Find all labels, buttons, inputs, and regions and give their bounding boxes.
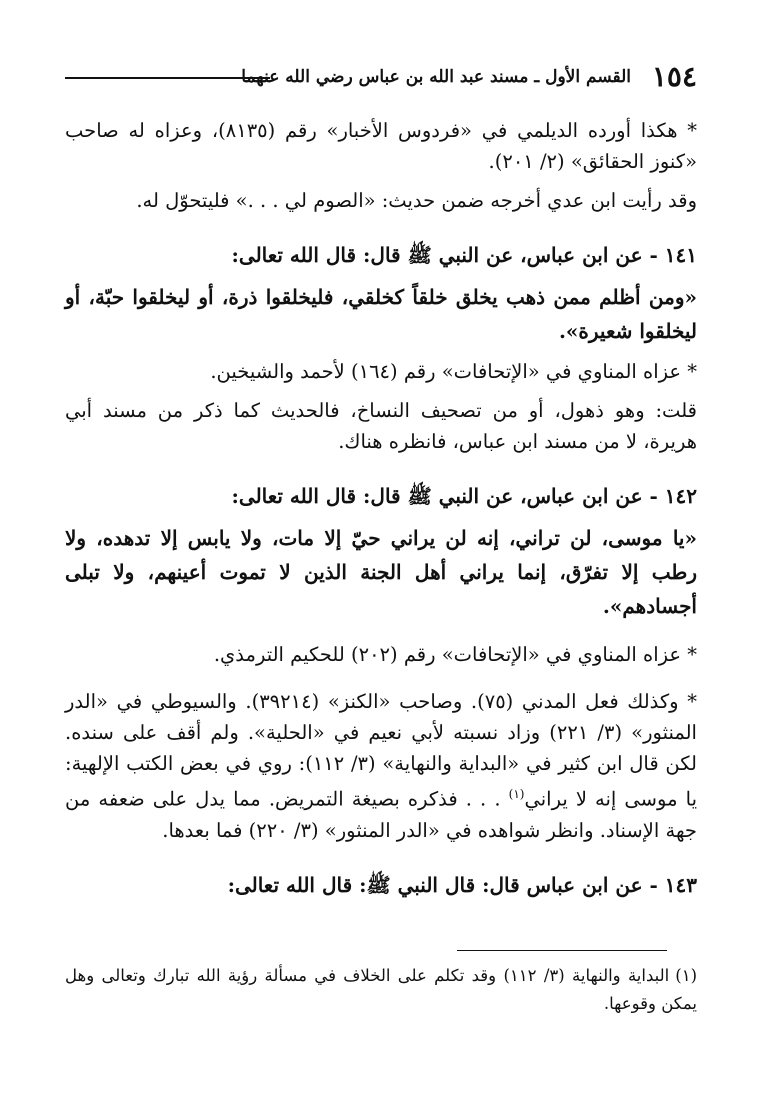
note-paragraph-6-part-1: * وكذلك فعل المدني (٧٥). وصاحب «الكنز» (٣٩٢١٤). والسيوطي في «الدر المنثور» (٣/ ٢٢١) وزاد نسبته لأبي نعيم في «الحلية». ولم أقف على سنده. لكن قال ابن كثير في «البداية والنهاية» (٣/ ١١٢): روي في بعض الكتب الإلهية: يا موسى إنه لا يراني (65, 690, 698, 811)
page-number: ١٥٤ (651, 60, 697, 93)
footnote-text: البداية والنهاية (٣/ ١١٢) وقد تكلم على الخلاف في مسألة رؤية الله تبارك وتعالى وهل يمكن وقوعها. (65, 966, 697, 1013)
note-paragraph-2: وقد رأيت ابن عدي أخرجه ضمن حديث: «الصوم لي . . .» فليتحوّل له. (136, 189, 697, 212)
page-body (65, 115, 697, 902)
note-paragraph-6-part-2: . . . فذكره بصيغة التمريض. مما يدل على ضعفه من جهة الإسناد. وانظر شواهده في «الدر المنثور» (٣/ ٢٢٠) فما بعدها. (65, 787, 697, 842)
note-paragraph-1: * هكذا أورده الديلمي في «فردوس الأخبار» رقم (٨١٣٥)، وعزاه له صاحب «كنوز الحقائق» (٢/ ٢٠١). (65, 119, 697, 173)
hadith-text-141: «ومن أظلم ممن ذهب يخلق خلقاً كخلقي، فليخلقوا ذرة، أو ليخلقوا حبّة، أو ليخلقوا شعيرة». (65, 285, 697, 343)
note-paragraph-3: * عزاه المناوي في «الإتحافات» رقم (١٦٤) لأحمد والشيخين. (210, 360, 697, 383)
note-paragraph-4: قلت: وهو ذهول، أو من تصحيف النساخ، فالحديث كما ذكر من مسند أبي هريرة، لا من مسند ابن عباس، فانظره هناك. (65, 399, 697, 453)
header-rule (65, 77, 270, 79)
hadith-text-142: «يا موسى، لن تراني، إنه لن يراني حيّ إلا مات، ولا يابس إلا تدهده، ولا رطب إلا تفرّق، إنما يراني أهل الجنة الذين لا تموت أعينهم، ولا تبلى أجسادهم». (65, 526, 697, 618)
footnote-reference[interactable]: (١) (508, 787, 525, 801)
hadith-heading-142: ١٤٢ - عن ابن عباس، عن النبي ﷺ قال: قال الله تعالى: (231, 484, 697, 508)
footnote-rule (457, 950, 667, 951)
footnote (65, 962, 697, 1018)
page-header (65, 52, 697, 92)
footnote-number: (١) (675, 966, 697, 985)
running-title: القسم الأول ـ مسند عبد الله بن عباس رضي الله عنهما (241, 67, 631, 87)
note-paragraph-5: * عزاه المناوي في «الإتحافات» رقم (٢٠٢) للحكيم الترمذي. (213, 643, 697, 666)
hadith-heading-143: ١٤٣ - عن ابن عباس قال: قال النبي ﷺ: قال الله تعالى: (227, 872, 697, 897)
note-paragraph-6 (65, 686, 697, 846)
hadith-heading-141: ١٤١ - عن ابن عباس، عن النبي ﷺ قال: قال الله تعالى: (231, 243, 697, 267)
